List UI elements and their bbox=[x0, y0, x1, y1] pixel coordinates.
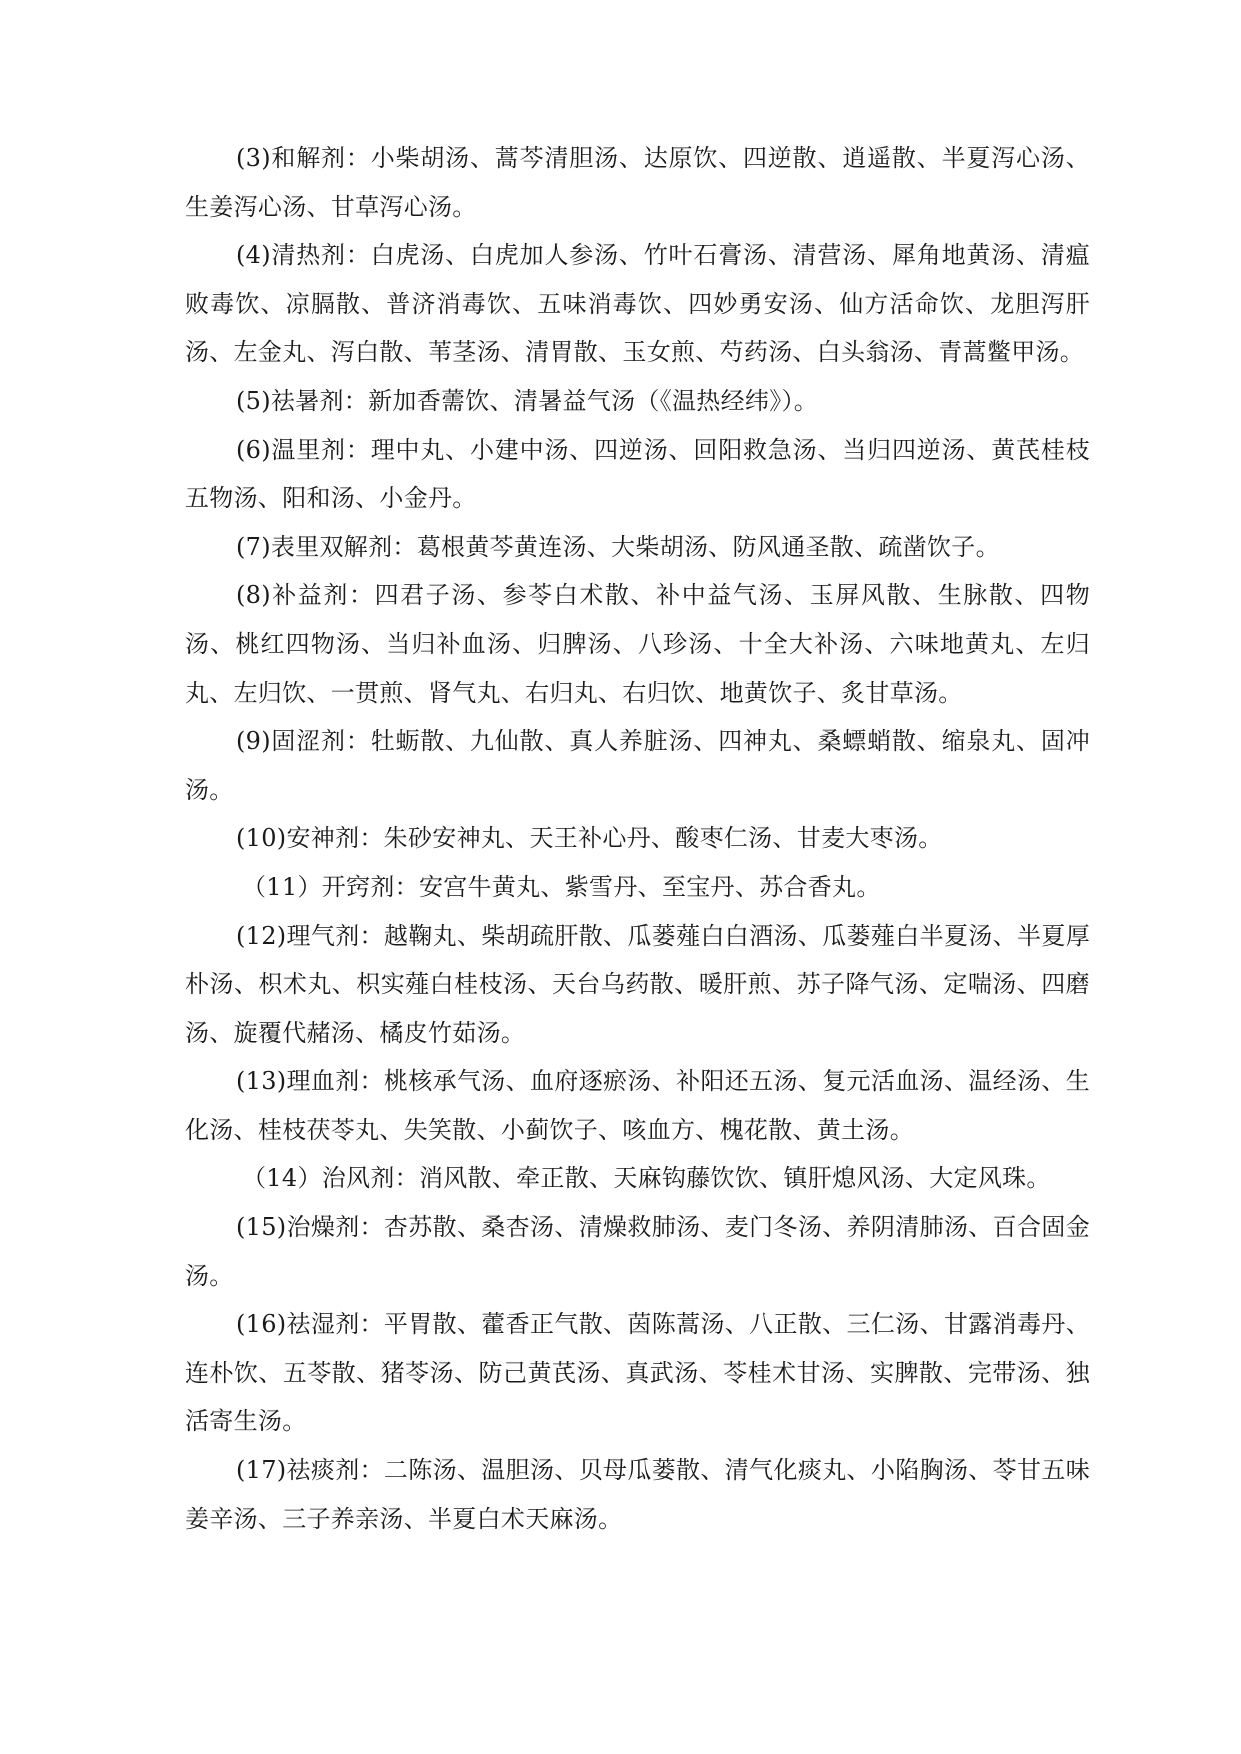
paragraph-summer-heat: (5)祛暑剂：新加香薷饮、清暑益气汤（《温热经纬》）。 bbox=[236, 386, 819, 415]
paragraph-astringent: (9)固涩剂：牡蛎散、九仙散、真人养脏汤、四神丸、桑螵蛸散、缩泉丸、固冲汤。 bbox=[185, 727, 1090, 804]
paragraph-harmonizing: (3)和解剂：小柴胡汤、蒿芩清胆汤、达原饮、四逆散、逍遥散、半夏泻心汤、生姜泻心汤、甘草泻心汤。 bbox=[185, 144, 1090, 221]
document-body bbox=[185, 134, 1090, 1543]
paragraph-tonifying: (8)补益剂：四君子汤、参苓白术散、补中益气汤、玉屏风散、生脉散、四物汤、桃红四物汤、当归补血汤、归脾汤、八珍汤、十全大补汤、六味地黄丸、左归丸、左归饮、一贯煎、肾气丸、右归丸、右归饮、地黄饮子、炙甘草汤。 bbox=[185, 581, 1090, 707]
paragraph-wind-treating: （14）治风剂：消风散、牵正散、天麻钩藤饮饮、镇肝熄风汤、大定风珠。 bbox=[242, 1164, 1051, 1193]
paragraph-qi-regulating: (12)理气剂：越鞠丸、柴胡疏肝散、瓜蒌薤白白酒汤、瓜蒌薤白半夏汤、半夏厚朴汤、枳术丸、枳实薤白桂枝汤、天台乌药散、暖肝煎、苏子降气汤、定喘汤、四磨汤、旋覆代赭汤、橘皮竹茹汤。 bbox=[185, 921, 1090, 1047]
paragraph-warming-interior: (6)温里剂：理中丸、小建中汤、四逆汤、回阳救急汤、当归四逆汤、黄芪桂枝五物汤、阳和汤、小金丹。 bbox=[185, 435, 1090, 513]
paragraph-heat-clearing: (4)清热剂：白虎汤、白虎加人参汤、竹叶石膏汤、清营汤、犀角地黄汤、清瘟败毒饮、凉膈散、普济消毒饮、五味消毒饮、四妙勇安汤、仙方活命饮、龙胆泻肝汤、左金丸、泻白散、苇茎汤、清胃散、玉女煎、芍药汤、白头翁汤、青蒿鳖甲汤。 bbox=[185, 241, 1090, 367]
paragraph-dryness-treating: (15)治燥剂：杏苏散、桑杏汤、清燥救肺汤、麦门冬汤、养阴清肺汤、百合固金汤。 bbox=[185, 1213, 1090, 1290]
paragraph-orifice-opening: （11）开窍剂：安宫牛黄丸、紫雪丹、至宝丹、苏合香丸。 bbox=[242, 872, 881, 901]
paragraph-exterior-interior: (7)表里双解剂：葛根黄芩黄连汤、大柴胡汤、防风通圣散、疏凿饮子。 bbox=[236, 532, 1000, 561]
paragraph-phlegm-expelling: (17)祛痰剂：二陈汤、温胆汤、贝母瓜蒌散、清气化痰丸、小陷胸汤、苓甘五味姜辛汤、三子养亲汤、半夏白术天麻汤。 bbox=[185, 1456, 1090, 1533]
paragraph-calming: (10)安神剂：朱砂安神丸、天王补心丹、酸枣仁汤、甘麦大枣汤。 bbox=[236, 824, 943, 853]
paragraph-blood-regulating: (13)理血剂：桃核承气汤、血府逐瘀汤、补阳还五汤、复元活血汤、温经汤、生化汤、桂枝茯苓丸、失笑散、小蓟饮子、咳血方、槐花散、黄土汤。 bbox=[185, 1067, 1090, 1144]
paragraph-dampness-expelling: (16)祛湿剂：平胃散、藿香正气散、茵陈蒿汤、八正散、三仁汤、甘露消毒丹、连朴饮、五苓散、猪苓汤、防己黄芪汤、真武汤、苓桂术甘汤、实脾散、完带汤、独活寄生汤。 bbox=[185, 1310, 1090, 1436]
